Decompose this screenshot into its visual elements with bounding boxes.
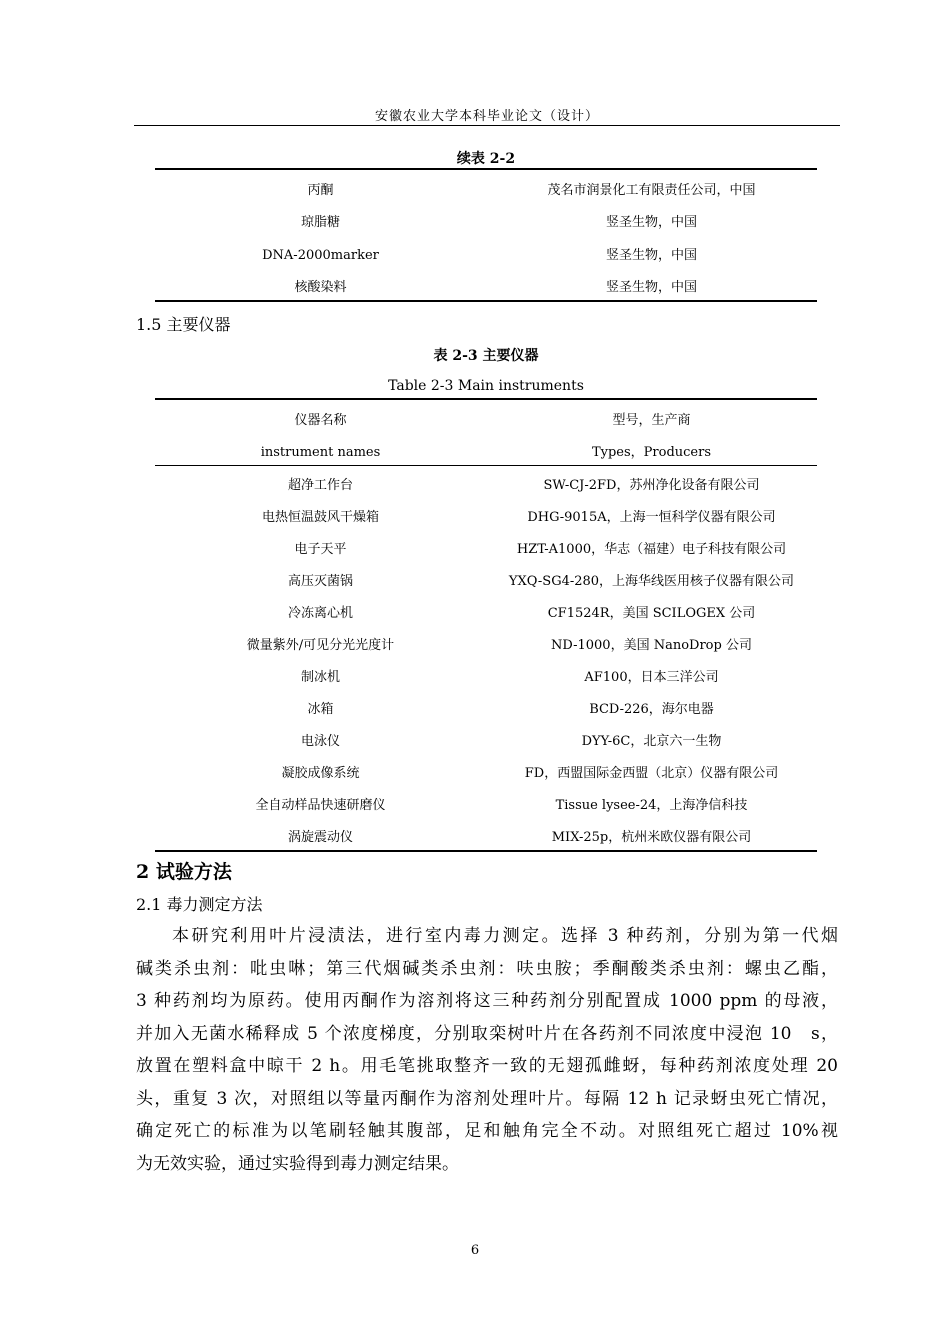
table-row bbox=[155, 694, 817, 726]
table-cell: 丙酮 bbox=[307, 183, 334, 198]
table-row bbox=[155, 534, 817, 566]
table-cell: 冰箱 bbox=[307, 702, 334, 717]
table-cell: BCD-226，海尔电器 bbox=[589, 702, 714, 717]
table-cell: AF100，日本三洋公司 bbox=[584, 670, 719, 685]
table-cell: HZT-A1000，华志（福建）电子科技有限公司 bbox=[516, 542, 787, 557]
section-heading-1-5: 1.5 主要仪器 bbox=[136, 315, 231, 334]
table-2-2-caption: 续表 2-2 bbox=[456, 151, 516, 167]
table-2-3-bottom-rule bbox=[155, 850, 817, 852]
table-row bbox=[155, 790, 817, 822]
table-cell: MIX-25p，杭州米欧仪器有限公司 bbox=[551, 830, 752, 845]
section-heading-2: 2 试验方法 bbox=[136, 861, 232, 883]
paragraph-line: 本研究利用叶片浸渍法，进行室内毒力测定。选择 3 种药剂，分别为第一代烟 bbox=[172, 926, 838, 946]
table-cell: Tissue lysee-24，上海净信科技 bbox=[555, 798, 748, 813]
table-cell: 竖圣生物，中国 bbox=[605, 280, 697, 295]
table-row bbox=[155, 758, 817, 790]
table-cell: 凝胶成像系统 bbox=[281, 766, 360, 781]
table-row bbox=[155, 175, 817, 207]
table-row bbox=[155, 566, 817, 598]
section-heading-2-1: 2.1 毒力测定方法 bbox=[136, 895, 263, 914]
column-header: instrument names bbox=[260, 445, 381, 460]
paragraph-line: 头，重复 3 次，对照组以等量丙酮作为溶剂处理叶片。每隔 12 h 记录蚜虫死亡情况， bbox=[136, 1088, 838, 1109]
table-2-3-caption-cn: 表 2-3 主要仪器 bbox=[433, 348, 539, 364]
table-cell: 电热恒温鼓风干燥箱 bbox=[261, 510, 379, 525]
table-cell: DNA-2000marker bbox=[262, 248, 379, 263]
table-cell: DHG-9015A，上海一恒科学仪器有限公司 bbox=[527, 510, 776, 525]
table-cell: 超净工作台 bbox=[287, 478, 353, 493]
table-row bbox=[155, 207, 817, 239]
table-cell: 微量紫外/可见分光光度计 bbox=[246, 638, 395, 653]
paragraph-line: 为无效实验，通过实验得到毒力测定结果。 bbox=[136, 1153, 459, 1174]
table-cell: CF1524R，美国 SCILOGEX 公司 bbox=[547, 606, 756, 621]
column-header: 型号，生产商 bbox=[612, 413, 691, 428]
table-cell: 制冰机 bbox=[300, 670, 340, 685]
table-row bbox=[155, 240, 817, 272]
table-cell: SW-CJ-2FD，苏州净化设备有限公司 bbox=[543, 478, 760, 493]
table-row bbox=[155, 598, 817, 630]
table-cell: 冷冻离心机 bbox=[287, 606, 353, 621]
table-cell: 核酸染料 bbox=[294, 280, 347, 295]
table-cell: 高压灭菌锅 bbox=[287, 574, 353, 589]
paragraph-line: 碱类杀虫剂：吡虫啉；第三代烟碱类杀虫剂：呋虫胺；季酮酸类杀虫剂：螺虫乙酯， bbox=[136, 958, 838, 979]
table-row bbox=[155, 726, 817, 758]
table-row bbox=[155, 662, 817, 694]
table-header-row bbox=[155, 405, 817, 437]
table-cell: FD，西盟国际金西盟（北京）仪器有限公司 bbox=[524, 766, 779, 781]
column-header: 仪器名称 bbox=[294, 413, 347, 428]
table-2-2-top-rule bbox=[155, 168, 817, 170]
table-cell: 竖圣生物，中国 bbox=[605, 215, 697, 230]
table-cell: 电泳仪 bbox=[300, 734, 340, 749]
table-row bbox=[155, 470, 817, 502]
table-cell: 全自动样品快速研磨仪 bbox=[255, 798, 386, 813]
running-header: 安徽农业大学本科毕业论文（设计） bbox=[374, 109, 599, 124]
table-cell: 电子天平 bbox=[294, 542, 347, 557]
table-row bbox=[155, 630, 817, 662]
table-2-2-bottom-rule bbox=[155, 300, 817, 302]
table-2-3-header-rule bbox=[155, 465, 817, 466]
header-rule bbox=[134, 125, 840, 126]
table-cell: 茂名市润景化工有限责任公司，中国 bbox=[547, 183, 756, 198]
table-cell: DYY-6C，北京六一生物 bbox=[581, 734, 722, 749]
table-cell: ND-1000，美国 NanoDrop 公司 bbox=[551, 638, 752, 653]
paragraph-line: 并加入无菌水稀释成 5 个浓度梯度，分别取栾树叶片在各药剂不同浓度中浸泡 10 s， bbox=[136, 1023, 838, 1044]
page-number: 6 bbox=[470, 1243, 480, 1258]
table-cell: 涡旋震动仪 bbox=[287, 830, 353, 845]
table-row bbox=[155, 502, 817, 534]
table-cell: 琼脂糖 bbox=[300, 215, 340, 230]
table-2-3-top-rule bbox=[155, 398, 817, 400]
column-header: Types，Producers bbox=[591, 445, 712, 460]
paragraph-line: 3 种药剂均为原药。使用丙酮作为溶剂将这三种药剂分别配置成 1000 ppm 的母液， bbox=[136, 991, 838, 1011]
table-2-3-caption-en: Table 2-3 Main instruments bbox=[388, 378, 584, 394]
paragraph-line: 放置在塑料盒中晾干 2 h。用毛笔挑取整齐一致的无翅孤雌蚜，每种药剂浓度处理 20 bbox=[136, 1056, 838, 1076]
body-paragraph bbox=[136, 920, 838, 1180]
table-cell: 竖圣生物，中国 bbox=[605, 248, 697, 263]
table-cell: YXQ-SG4-280，上海华线医用核子仪器有限公司 bbox=[508, 574, 795, 589]
paragraph-line: 确定死亡的标准为以笔刷轻触其腹部，足和触角完全不动。对照组死亡超过 10%视 bbox=[136, 1121, 838, 1141]
